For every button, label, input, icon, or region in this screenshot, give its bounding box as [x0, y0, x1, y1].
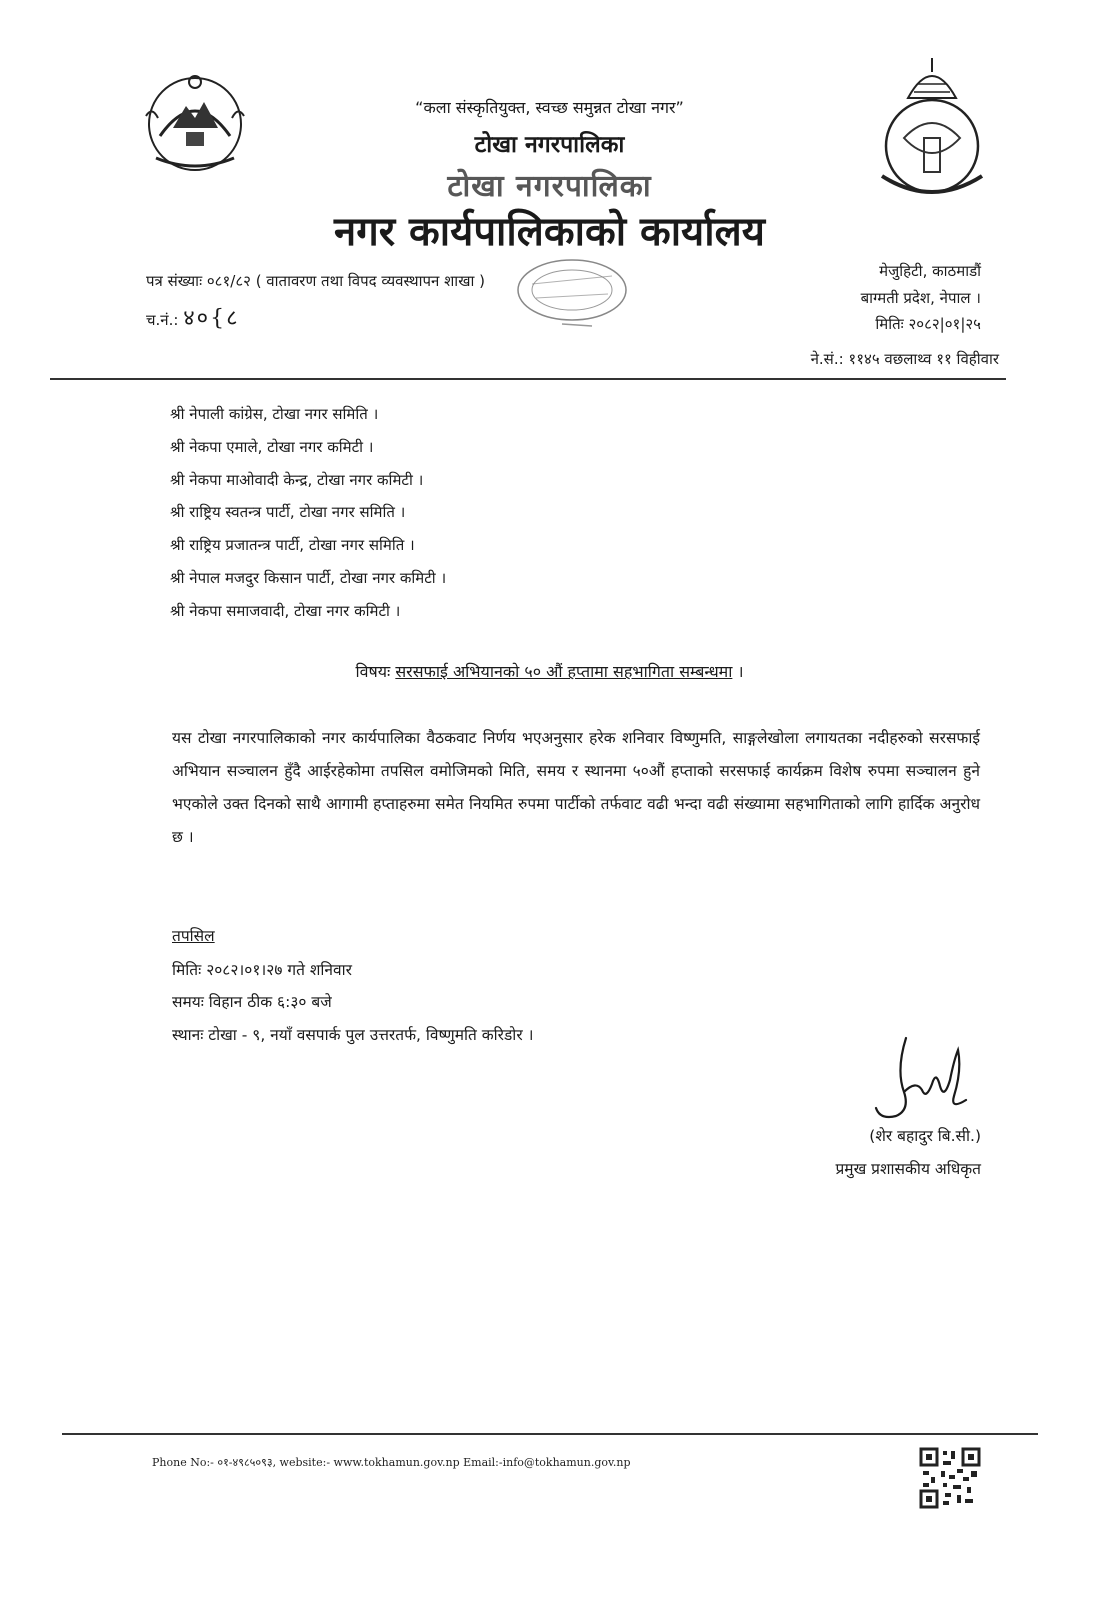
- organization-watermark: टोखा नगरपालिका: [447, 169, 652, 204]
- recipient-item: श्री नेकपा माओवादी केन्द्र, टोखा नगर कमिटी ।: [170, 470, 424, 489]
- handwritten-signature-icon: [866, 1030, 976, 1130]
- letter-reference-number: पत्र संख्याः ०८१/८२ ( वातावरण तथा विपद व्यवस्थापन शाखा ): [146, 272, 485, 290]
- recipient-list: [170, 398, 446, 628]
- subject-end: ।: [737, 662, 744, 681]
- qr-code-icon: [919, 1447, 981, 1509]
- signatory-designation: प्रमुख प्रशासकीय अधिकृत: [835, 1160, 981, 1178]
- subject-label: विषयः: [355, 662, 391, 681]
- office-seal-stamp-icon: [512, 254, 632, 334]
- recipient-item: श्री नेकपा समाजवादी, टोखा नगर कमिटी ।: [170, 601, 401, 620]
- recipient-item: श्री नेपाल मजदुर किसान पार्टी, टोखा नगर कमिटी ।: [170, 568, 447, 587]
- nepal-government-emblem-icon: [138, 66, 252, 178]
- nepal-sambat-date: ने.सं.: ११४५ वछलाथ्व ११ विहीवार: [810, 350, 999, 368]
- letter-body: यस टोखा नगरपालिकाको नगर कार्यपालिका वैठकवाट निर्णय भएअनुसार हरेक शनिवार विष्णुमति, साङ्गलेखोला लगायतका नदीहरुको सरसफाई अभियान सञ्चालन हुँदै आईरहेकोमा तपसिल वमोजिमको मिति, समय र स्थानमा ५०औं हप्ताको सरसफाई कार्यक्रम विशेष रुपमा सञ्चालन हुने भएकोले उक्त दिनको साथै आगामी हप्ताहरुमा समेत नियमित रुपमा पार्टीको तर्फवाट वढी भन्दा वढी संख्यामा सहभागिताको लागि हार्दिक अनुरोध छ ।: [172, 729, 980, 846]
- recipient-item: श्री नेकपा एमाले, टोखा नगर कमिटी ।: [170, 437, 374, 456]
- office-title: नगर कार्यपालिकाको कार्यालय: [334, 209, 765, 255]
- dispatch-number: [146, 302, 240, 332]
- event-place: स्थानः टोखा - ९, नयाँ वसपार्क पुल उत्तरतर्फ, विष्णुमति करिडोर ।: [172, 1026, 534, 1044]
- slogan: “कला संस्कृतियुक्त, स्वच्छ समुन्नत टोखा नगर”: [415, 98, 684, 117]
- event-time: समयः विहान ठीक ६:३० बजे: [172, 993, 332, 1011]
- event-date: मितिः २०८२।०१।२७ गते शनिवार: [172, 961, 352, 979]
- recipient-item: श्री राष्ट्रिय प्रजातन्त्र पार्टी, टोखा नगर समिति ।: [170, 536, 415, 555]
- address-line-2: बाग्मती प्रदेश, नेपाल ।: [860, 289, 981, 307]
- header-divider: [50, 378, 1006, 380]
- organization-name: टोखा नगरपालिका: [474, 132, 625, 158]
- address-line-1: मेजुहिटी, काठमाडौं: [879, 262, 981, 280]
- subject-text: सरसफाई अभियानको ५० औं हप्तामा सहभागिता सम्बन्धमा: [395, 662, 733, 681]
- footer-contact: Phone No:- ०१-४९८५०९३, website:- www.tokhamun.gov.np Email:-info@tokhamun.gov.np: [152, 1456, 631, 1469]
- recipient-item: श्री नेपाली कांग्रेस, टोखा नगर समिति ।: [170, 405, 379, 423]
- dispatch-label: च.नं.:: [146, 311, 179, 329]
- details-heading: तपसिल: [172, 927, 215, 945]
- signatory-name: (शेर बहादुर बि.सी.): [869, 1127, 981, 1145]
- dispatch-value: ४०{८: [183, 306, 240, 331]
- subject-line: [0, 660, 1099, 682]
- letter-date: मितिः २०८२|०१|२५: [875, 315, 981, 333]
- footer-divider: [62, 1433, 1038, 1435]
- recipient-item: श्री राष्ट्रिय स्वतन्त्र पार्टी, टोखा नगर समिति ।: [170, 503, 406, 522]
